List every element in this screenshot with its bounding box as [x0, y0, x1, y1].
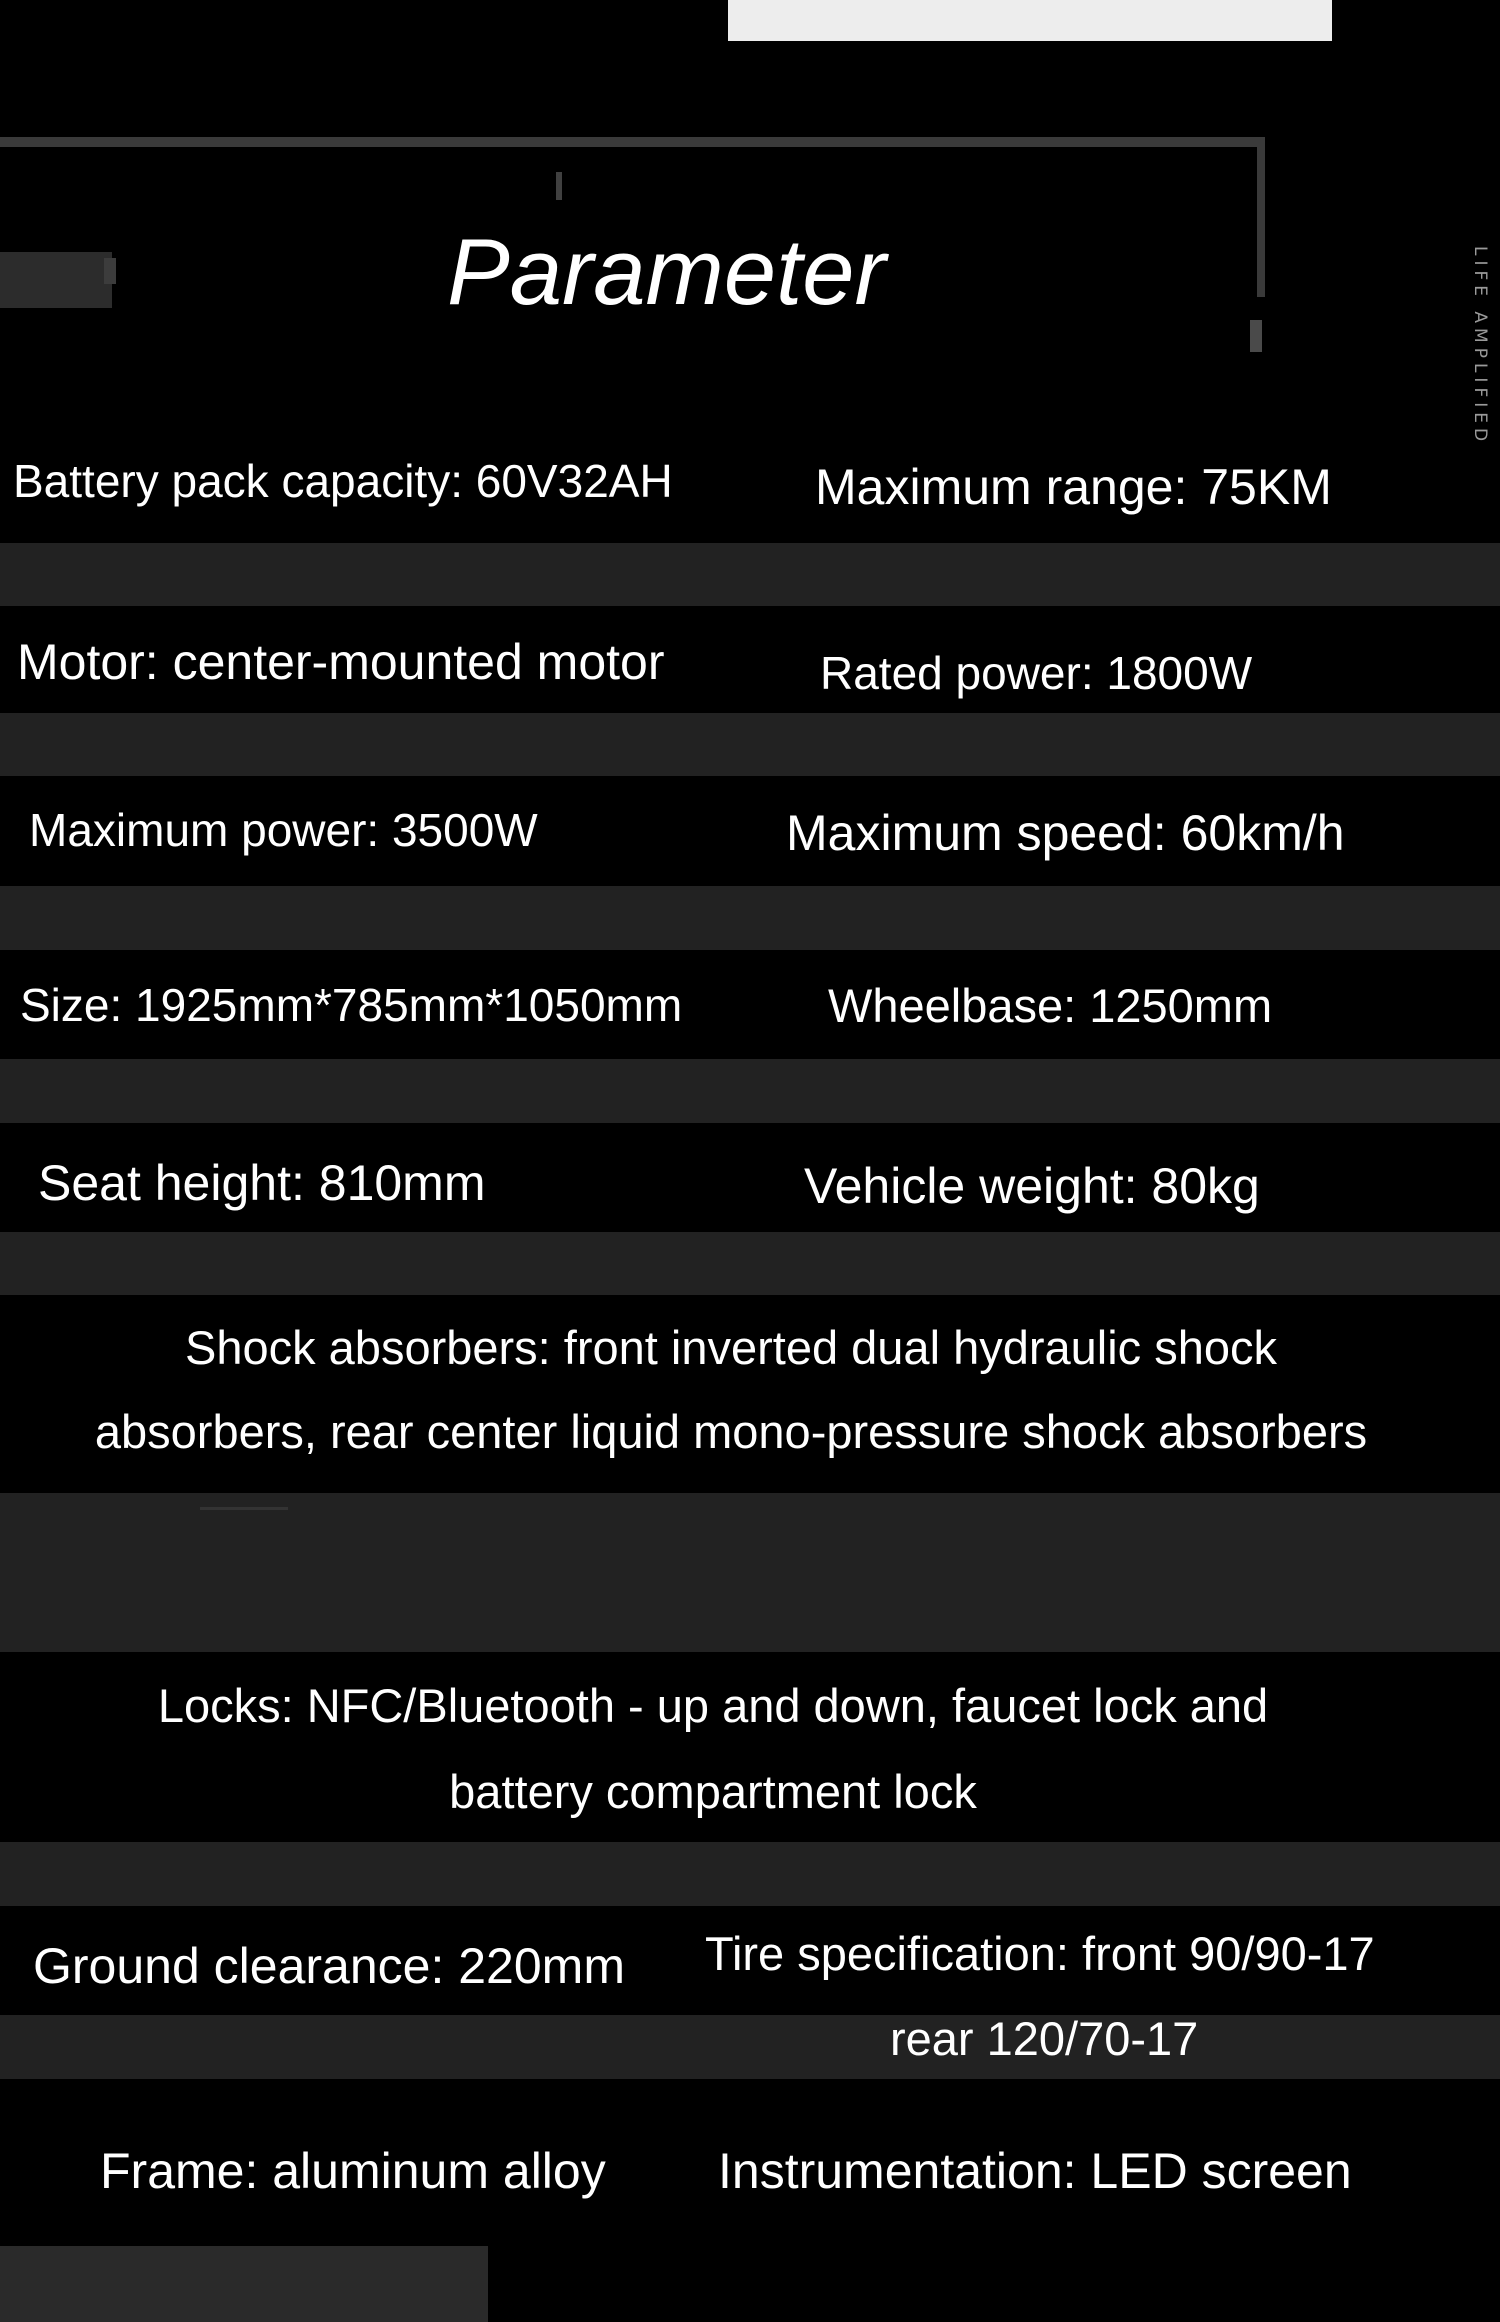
frame-stub: [1250, 320, 1262, 352]
spec-locks-line2: battery compartment lock: [449, 1765, 977, 1818]
page-title: Parameter: [447, 219, 886, 324]
spec-rated-power: Rated power: 1800W: [820, 647, 1253, 699]
spec-locks-line1: Locks: NFC/Bluetooth - up and down, faucet lock and: [157, 1679, 1269, 1732]
bottom-gray-block: [0, 2246, 488, 2322]
spec-shock-line1: Shock absorbers: front inverted dual hydraulic shock: [184, 1321, 1277, 1374]
spec-weight: Vehicle weight: 80kg: [804, 1158, 1260, 1214]
spec-seat-height: Seat height: 810mm: [38, 1155, 486, 1211]
spec-wheelbase: Wheelbase: 1250mm: [828, 979, 1273, 1032]
spec-ground-clearance: Ground clearance: 220mm: [33, 1938, 625, 1994]
separator-band: [0, 1232, 1500, 1295]
top-light-panel: [728, 0, 1332, 41]
spec-instrumentation: Instrumentation: LED screen: [718, 2143, 1352, 2199]
spec-tire-line2: rear 120/70-17: [890, 2012, 1199, 2065]
separator-band: [0, 713, 1500, 776]
separator-band: [0, 543, 1500, 606]
spec-max-speed: Maximum speed: 60km/h: [786, 805, 1345, 861]
frame-line-right: [1257, 137, 1265, 297]
separator-band: [0, 1059, 1500, 1123]
spec-range: Maximum range: 75KM: [815, 459, 1332, 515]
left-gray-block: [0, 252, 112, 308]
separator-band: [0, 2012, 1500, 2079]
frame-mark: [556, 172, 562, 200]
brand-vertical-text: LIFE AMPLIFIED: [1470, 246, 1490, 447]
spec-shock-line2: absorbers, rear center liquid mono-pressure shock absorbers: [94, 1405, 1368, 1458]
frame-line-top: [0, 137, 1263, 147]
spec-tire-line1: Tire specification: front 90/90-17: [705, 1927, 1375, 1980]
spec-motor: Motor: center-mounted motor: [17, 634, 665, 690]
faint-line: [200, 1507, 288, 1510]
spec-max-power: Maximum power: 3500W: [29, 804, 538, 856]
left-gray-block-nub: [104, 258, 116, 284]
spec-size: Size: 1925mm*785mm*1050mm: [20, 979, 683, 1031]
spec-battery: Battery pack capacity: 60V32AH: [13, 455, 673, 507]
separator-band: [0, 1493, 1500, 1652]
separator-band: [0, 1842, 1500, 1906]
separator-band: [0, 886, 1500, 950]
spec-frame: Frame: aluminum alloy: [100, 2143, 606, 2199]
